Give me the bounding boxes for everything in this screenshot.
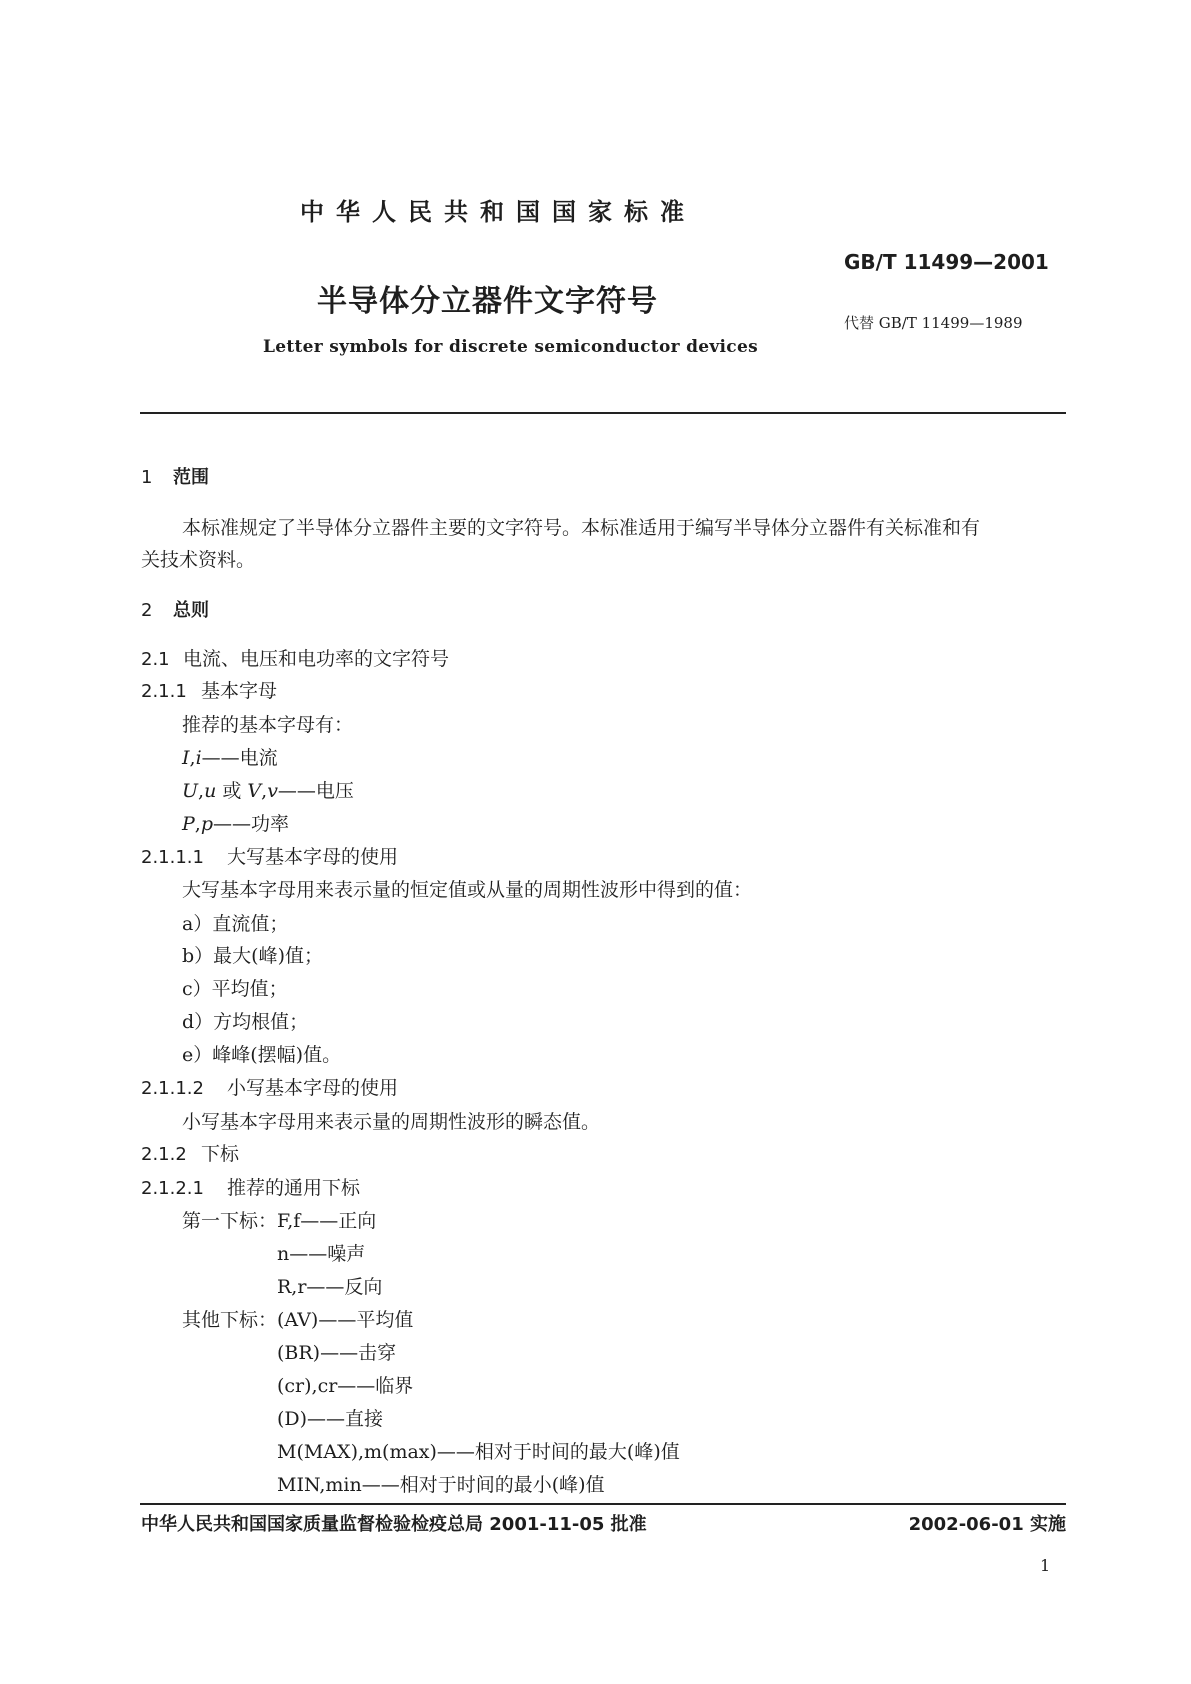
separator: ,: [194, 813, 201, 835]
separator: ,: [261, 780, 268, 802]
symbol: V: [247, 780, 262, 802]
section-number: 2: [141, 600, 153, 621]
subscript-item: F,f——正向: [277, 1210, 377, 1232]
meaning: ——电压: [277, 780, 354, 802]
separator: ,: [189, 747, 196, 769]
subscript-item: M(MAX),m(max)——相对于时间的最大(峰)值: [277, 1441, 680, 1463]
meaning: ——电流: [201, 747, 278, 769]
clause-2-1-1-2: [141, 1076, 398, 1100]
clause-number: 2.1.2: [141, 1144, 187, 1165]
page-number: 1: [1040, 1556, 1051, 1575]
header-divider: [140, 412, 1066, 414]
list-item: d）方均根值；: [182, 1011, 309, 1033]
implementation-date: 2002-06-01 实施: [908, 1514, 1066, 1535]
symbol: P: [182, 813, 195, 835]
lowercase-description: 小写基本字母用来表示量的周期性波形的瞬态值。: [182, 1111, 601, 1133]
separator: ,: [198, 780, 205, 802]
subscript-item: (D)——直接: [277, 1408, 384, 1430]
symbol: i: [195, 747, 202, 769]
subscript-item: MIN,min——相对于时间的最小(峰)值: [277, 1474, 605, 1496]
clause-number: 2.1: [141, 649, 170, 670]
section-1-heading: [141, 465, 209, 489]
clause-number: 2.1.1.2: [141, 1078, 204, 1099]
section-2-heading: [141, 598, 209, 622]
subscript-item: (AV)——平均值: [277, 1309, 414, 1331]
clause-2-1: [141, 647, 449, 671]
symbol: U: [182, 780, 199, 802]
clause-2-1-2-1: [141, 1176, 360, 1200]
subscript-item: (cr),cr——临界: [277, 1375, 414, 1397]
approval-statement: 中华人民共和国国家质量监督检验检疫总局 2001-11-05 批准: [141, 1514, 647, 1535]
symbol: u: [204, 780, 217, 802]
clause-title: 电流、电压和电功率的文字符号: [183, 648, 450, 670]
english-title: Letter symbols for discrete semiconductor devices: [263, 337, 758, 357]
clause-title: 基本字母: [201, 680, 278, 702]
scope-paragraph-line-1: 本标准规定了半导体分立器件主要的文字符号。本标准适用于编写半导体分立器件有关标准和有: [182, 517, 981, 539]
standard-number: GB/T 11499—2001: [844, 250, 1049, 274]
first-subscript-label: 第一下标：: [182, 1210, 278, 1232]
subscript-item: (BR)——击穿: [277, 1342, 397, 1364]
clause-title: 推荐的通用下标: [227, 1177, 361, 1199]
clause-number: 2.1.2.1: [141, 1178, 204, 1199]
other-subscript-label: 其他下标：: [182, 1309, 278, 1331]
clause-2-1-1-1: [141, 845, 398, 869]
clause-2-1-2: [141, 1142, 239, 1166]
clause-title: 大写基本字母的使用: [227, 846, 399, 868]
symbol: p: [200, 813, 214, 835]
subscript-item: R,r——反向: [277, 1276, 383, 1298]
list-item: b）最大(峰)值；: [182, 945, 323, 967]
clause-2-1-1: [141, 679, 277, 703]
section-number: 1: [141, 467, 153, 488]
current-symbol-line: [182, 746, 278, 770]
conjunction: 或: [216, 780, 248, 802]
symbol: I: [182, 747, 190, 769]
list-item: e）峰峰(摆幅)值。: [182, 1044, 342, 1066]
national-standard-heading: 中华人民共和国国家标准: [300, 198, 696, 226]
replaces-standard: 代替 GB/T 11499—1989: [844, 314, 1023, 332]
uppercase-description: 大写基本字母用来表示量的恒定值或从量的周期性波形中得到的值：: [182, 879, 753, 901]
document-title: 半导体分立器件文字符号: [317, 284, 658, 319]
subscript-item: n——噪声: [277, 1243, 366, 1265]
list-item: c）平均值；: [182, 978, 288, 1000]
footer-divider: [140, 1503, 1066, 1505]
section-title: 总则: [173, 600, 209, 621]
recommended-letters-intro: 推荐的基本字母有：: [182, 714, 354, 736]
clause-number: 2.1.1.1: [141, 847, 204, 868]
scope-paragraph-line-2: 关技术资料。: [141, 549, 256, 571]
symbol: v: [267, 780, 278, 802]
clause-number: 2.1.1: [141, 681, 187, 702]
section-title: 范围: [173, 467, 209, 488]
meaning: ——功率: [213, 813, 290, 835]
clause-title: 小写基本字母的使用: [227, 1077, 399, 1099]
voltage-symbol-line: [182, 779, 354, 803]
clause-title: 下标: [201, 1143, 240, 1165]
list-item: a）直流值；: [182, 913, 289, 935]
power-symbol-line: [182, 812, 289, 836]
